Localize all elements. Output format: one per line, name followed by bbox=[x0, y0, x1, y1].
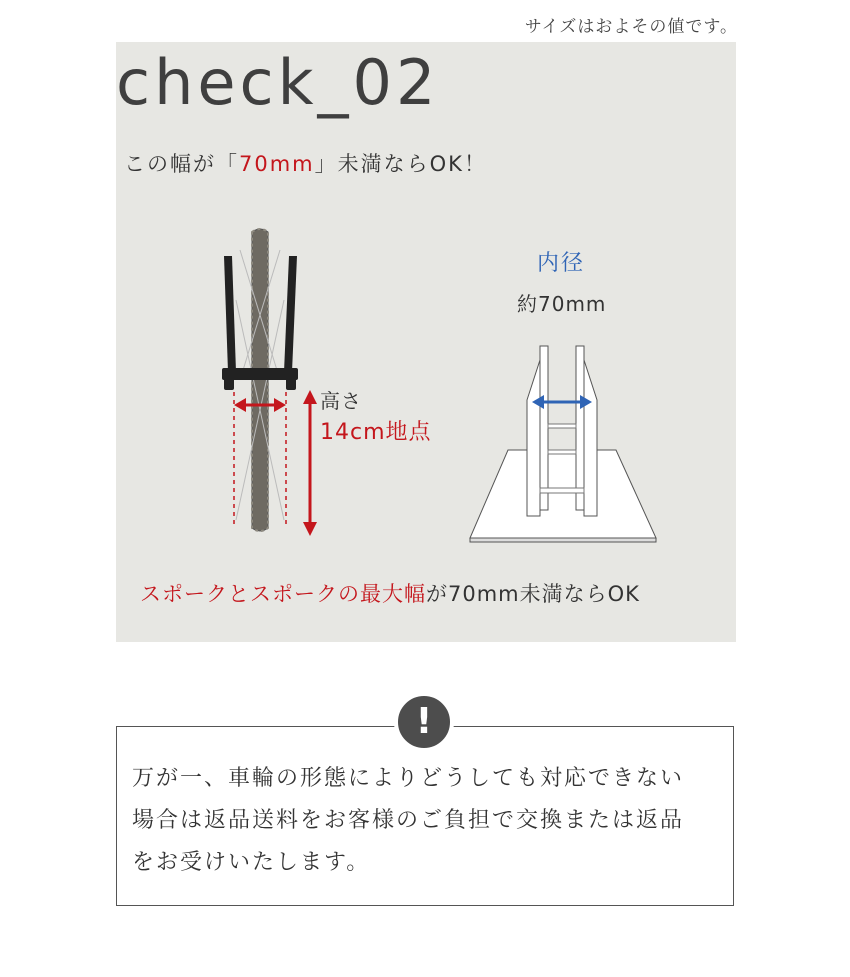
warning-text bbox=[132, 758, 732, 884]
headline-suffix: 」未満ならOK！ bbox=[314, 152, 487, 176]
wheel-illustration bbox=[222, 229, 317, 536]
height-point-label: 14cm地点 bbox=[320, 420, 432, 445]
height-label: 高さ bbox=[320, 389, 362, 413]
headline-highlight: 70mm bbox=[239, 152, 315, 176]
headline-prefix: この幅が「 bbox=[124, 152, 239, 176]
warning-line: 場合は返品送料をお客様のご負担で交換または返品 bbox=[132, 808, 685, 833]
stand-illustration bbox=[470, 346, 656, 542]
size-note: サイズはおよその値です。 bbox=[524, 17, 738, 37]
warning-line: をお受けいたします。 bbox=[132, 850, 371, 875]
bottom-highlight: スポークとスポークの最大幅 bbox=[140, 582, 426, 606]
approx-width-label: 約70mm bbox=[517, 292, 607, 316]
inner-diameter-label: 内径 bbox=[537, 251, 586, 276]
warning-line: 万が一、車輪の形態によりどうしても対応できない bbox=[132, 766, 685, 791]
exclamation-icon: ! bbox=[394, 692, 454, 752]
check-title: check_02 bbox=[116, 46, 440, 119]
bottom-condition bbox=[140, 578, 640, 608]
bottom-rest: が70mm未満ならOK bbox=[426, 582, 640, 606]
